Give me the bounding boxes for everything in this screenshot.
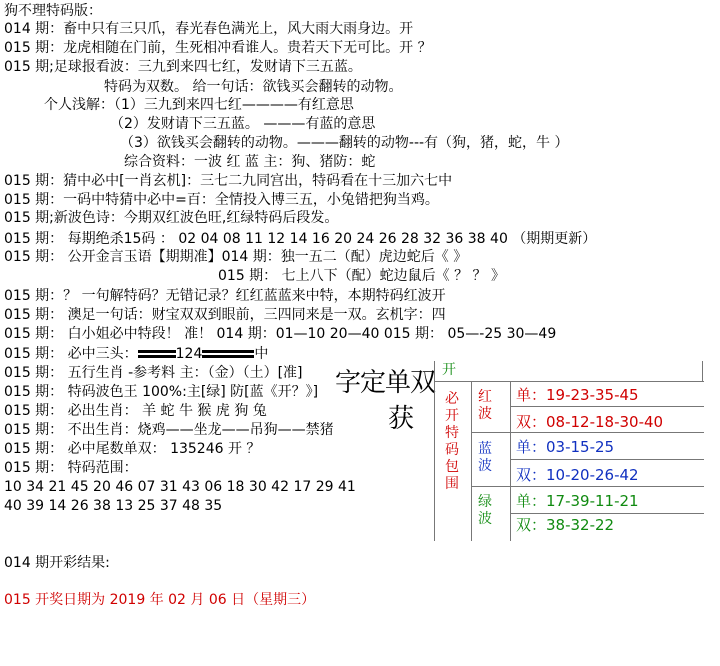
table-border — [702, 361, 703, 381]
text-line: 015 期： 公开金言玉语【期期准】014 期：独一五二（配）虎边蛇后《 》 — [4, 249, 468, 265]
number-range-line: 40 39 14 26 38 13 25 37 48 35 — [4, 498, 223, 514]
text-line: 015 期： 五行生肖 -参考料 主：（金）（土）[准] — [4, 365, 303, 381]
table-divider — [510, 381, 511, 541]
text-line: 特码为双数。 给一句话：欲钱买会翻转的动物。 — [104, 79, 403, 95]
number-range-line: 10 34 21 45 20 46 07 31 43 06 18 30 42 17 29 41 — [4, 479, 356, 495]
blue-single-numbers: 单：03-15-25 — [516, 438, 615, 456]
color-wave-table — [434, 361, 704, 541]
handwritten-note: 字定单双 — [335, 368, 436, 398]
side-label: 必开特码包围 — [445, 391, 459, 492]
red-wave-label: 红波 — [478, 389, 492, 422]
text-line: 015 期：？ 一句解特码？无错记录？红红蓝蓝来中特，本期特码红波开 — [4, 288, 446, 304]
triple-bar-mark — [138, 350, 176, 358]
green-double-numbers: 双：38-32-22 — [516, 516, 615, 534]
table-divider — [471, 381, 472, 541]
table-divider — [471, 432, 704, 433]
text-line: 015 期： 澳足一句话：财宝双双到眼前，三四同来是一双。玄机字：四 — [4, 307, 446, 323]
text-line: 015 期： 必出生肖： 羊 蛇 牛 猴 虎 狗 兔 — [4, 403, 267, 419]
text-line: 014 期：畜中只有三只爪，春光春色满光上，风大雨大雨身边。开 — [4, 21, 414, 37]
table-border — [434, 361, 435, 541]
text-line: 015 期： 特码范围： — [4, 460, 138, 476]
table-divider — [510, 459, 704, 460]
text-line: 015 期： 必中尾数单双： 135246 开 ？ — [4, 441, 261, 457]
text-line: 015 期： 每期绝杀15码 ： 02 04 08 11 12 14 16 20 24 26 28 32 36 38 40 （期期更新） — [4, 231, 597, 247]
text-line: （3）欲钱买会翻转的动物。———翻转的动物---有（狗，猪，蛇，牛 ） — [120, 135, 569, 151]
text-line: 015 期：猜中必中[一肖玄机]：三七二九同宫出，特码看在十三加六七中 — [4, 173, 453, 189]
red-single-numbers: 单：19-23-35-45 — [516, 386, 639, 404]
red-double-numbers: 双：08-12-18-30-40 — [516, 413, 664, 431]
text-line: （2）发财请下三五蓝。 ———有蓝的意思 — [110, 116, 376, 132]
text-line: 015 期： 白小姐必中特段！ 准！ 014 期：01—10 20—40 015 期： 05—-25 30—49 — [4, 326, 557, 342]
doc-title: 狗不理特码版： — [4, 3, 102, 19]
table-divider — [471, 486, 704, 487]
text-line: 015 期：一码中特猜中必中=百：全情投入博三五，小兔错把狗当鸡。 — [4, 192, 439, 208]
text-line: 个人浅解：（1）三九到来四七红————有红意思 — [44, 97, 354, 113]
text-line — [4, 347, 268, 361]
result-label: 014 期开彩结果: — [4, 555, 110, 571]
text-line: 015 期;足球报看波：三九到来四七红，发财请下三五蓝。 — [4, 59, 362, 75]
green-wave-label: 绿波 — [478, 494, 492, 527]
text-line: 015 期： 特码波色王 100%:主[绿] 防[蓝《开？》] — [4, 384, 319, 400]
handwritten-note: 获 — [388, 404, 414, 434]
green-single-numbers: 单：17-39-11-21 — [516, 492, 639, 510]
text-line: 015 期：龙虎相随在门前，生死相冲看谁人。贵若天下无可比。开 ？ — [4, 40, 432, 56]
table-divider — [434, 381, 704, 382]
open-label: 开 — [442, 362, 456, 378]
text-line: 015 期： 七上八下（配）蛇边鼠后《 ？ ？ 》 — [218, 268, 505, 284]
text-line-label: 015 期： 必中三头： — [4, 346, 138, 362]
draw-date: 015 开奖日期为 2019 年 02 月 06 日（星期三） — [4, 592, 316, 608]
text-line: 015 期： 不出生肖：烧鸡——坐龙——吊狗——禁猪 — [4, 422, 334, 438]
blue-double-numbers: 双：10-20-26-42 — [516, 466, 639, 484]
table-divider — [510, 513, 704, 514]
text-line: 015 期;新波色诗：今期双红波色旺,红绿特码后段发。 — [4, 210, 339, 226]
table-divider — [510, 406, 704, 407]
text-line: 综合资料：一波 红 蓝 主：狗、猪防：蛇 — [124, 154, 376, 170]
blue-wave-label: 蓝波 — [478, 441, 492, 474]
head-number: 124 — [175, 346, 203, 362]
triple-bar-mark — [202, 350, 254, 358]
head-suffix: 中 — [254, 346, 269, 362]
